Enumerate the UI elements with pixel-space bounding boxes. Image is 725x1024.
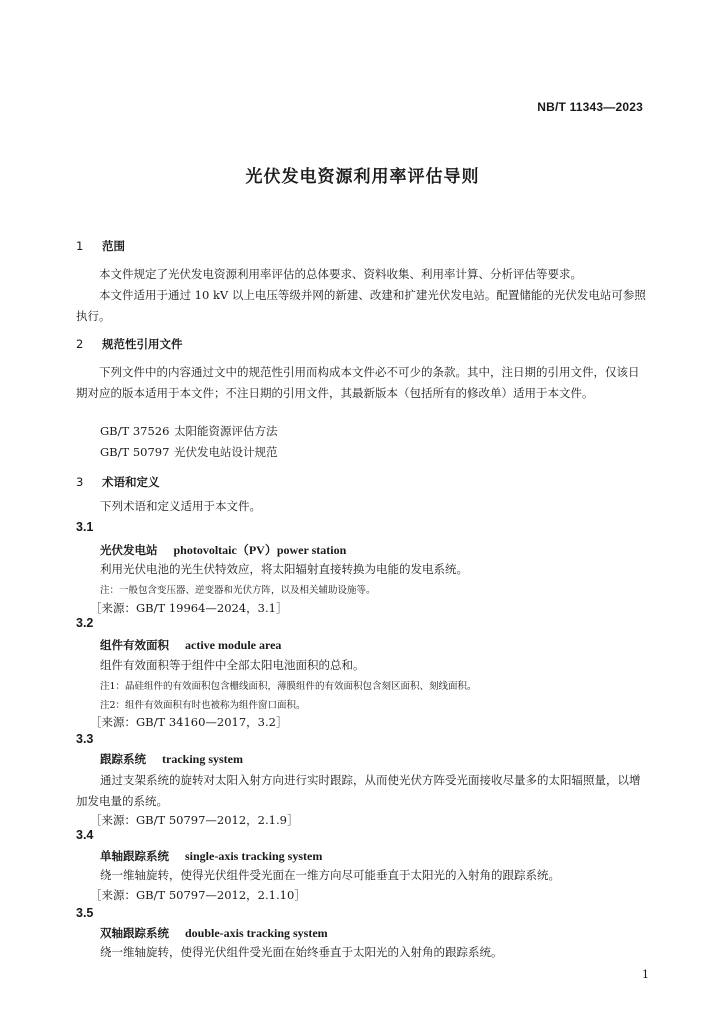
- term-note: 注1：晶硅组件的有效面积包含栅线面积，薄膜组件的有效面积包含刻区面积、刻线面积。: [100, 681, 477, 692]
- term-name-zh: 跟踪系统: [100, 752, 146, 766]
- term-source: ［来源：GB/T 19964—2024，3.1］: [90, 601, 288, 615]
- section-2-heading: [76, 336, 183, 352]
- section-3-intro: 下列术语和定义适用于本文件。: [100, 499, 261, 513]
- term-number: 3.3: [76, 732, 94, 746]
- section-3-heading: [76, 474, 160, 490]
- reference-item: [100, 444, 278, 460]
- term-number: 3.5: [76, 906, 94, 920]
- document-title: 光伏发电资源利用率评估导则: [245, 167, 480, 187]
- reference-code: GB/T 50797: [100, 445, 170, 459]
- term-name-en: single-axis tracking system: [185, 849, 323, 863]
- term-definition: 通过支架系统的旋转对太阳入射方向进行实时跟踪，从而使光伏方阵受光面接收尽量多的太阳辐照量，以增加发电量的系统。: [76, 773, 641, 808]
- reference-title: 太阳能资源评估方法: [174, 424, 278, 438]
- term-name-zh: 组件有效面积: [100, 638, 169, 652]
- term-name-en: double-axis tracking system: [185, 926, 328, 940]
- term-number: 3.2: [76, 616, 94, 630]
- term-name-en: tracking system: [162, 752, 243, 766]
- section-1-paragraph-1: 本文件规定了光伏发电资源利用率评估的总体要求、资料收集、利用率计算、分析评估等要求。: [99, 267, 582, 281]
- term-name-zh: 光伏发电站: [100, 543, 158, 557]
- term-number: 3.1: [76, 520, 94, 534]
- term-number: 3.4: [76, 828, 94, 842]
- section-title: 规范性引用文件: [102, 337, 183, 351]
- section-2-paragraph: 下列文件中的内容通过文中的规范性引用而构成本文件必不可少的条款。其中，注日期的引用文件，仅该日期对应的版本适用于本文件；不注日期的引用文件，其最新版本（包括所有的修改单）适用于本文件。: [76, 365, 640, 400]
- term-name: [100, 751, 243, 767]
- term-source: ［来源：GB/T 50797—2012，2.1.9］: [90, 813, 299, 827]
- term-name: [100, 925, 328, 941]
- section-number: 2: [76, 337, 84, 351]
- section-1-paragraph-2: 本文件适用于通过 10 kV 以上电压等级并网的新建、改建和扩建光伏发电站。配置储能的光伏发电站可参照执行。: [76, 288, 646, 323]
- term-definition: 利用光伏电池的光生伏特效应，将太阳辐射直接转换为电能的发电系统。: [100, 562, 468, 576]
- standard-number: NB/T 11343—2023: [537, 100, 643, 114]
- term-name: [100, 848, 322, 864]
- term-name-zh: 双轴跟踪系统: [100, 926, 169, 940]
- term-name-en: photovoltaic（PV）power station: [173, 543, 347, 557]
- reference-title: 光伏发电站设计规范: [174, 445, 278, 459]
- term-name-en: active module area: [185, 638, 282, 652]
- term-source: ［来源：GB/T 50797—2012，2.1.10］: [90, 888, 306, 902]
- term-name-zh: 单轴跟踪系统: [100, 849, 169, 863]
- section-title: 范围: [102, 239, 125, 253]
- term-name: [100, 541, 346, 558]
- term-definition: 绕一维轴旋转，使得光伏组件受光面在一维方向尽可能垂直于太阳光的入射角的跟踪系统。: [100, 868, 560, 882]
- term-definition: 组件有效面积等于组件中全部太阳电池面积的总和。: [100, 658, 365, 672]
- term-note: 注2：组件有效面积有时也被称为组件窗口面积。: [100, 700, 306, 711]
- reference-code: GB/T 37526: [100, 424, 170, 438]
- section-title: 术语和定义: [102, 475, 160, 489]
- section-number: 3: [76, 475, 84, 489]
- term-source: ［来源：GB/T 34160—2017，3.2］: [90, 715, 288, 729]
- section-number: 1: [76, 239, 84, 253]
- reference-item: [100, 423, 278, 439]
- term-note: 注：一般包含变压器、逆变器和光伏方阵，以及相关辅助设施等。: [100, 585, 376, 596]
- section-1-heading: [76, 238, 125, 254]
- term-definition: 绕一维轴旋转，使得光伏组件受光面在始终垂直于太阳光的入射角的跟踪系统。: [100, 945, 503, 959]
- term-name: [100, 637, 281, 653]
- page-number: 1: [642, 968, 649, 981]
